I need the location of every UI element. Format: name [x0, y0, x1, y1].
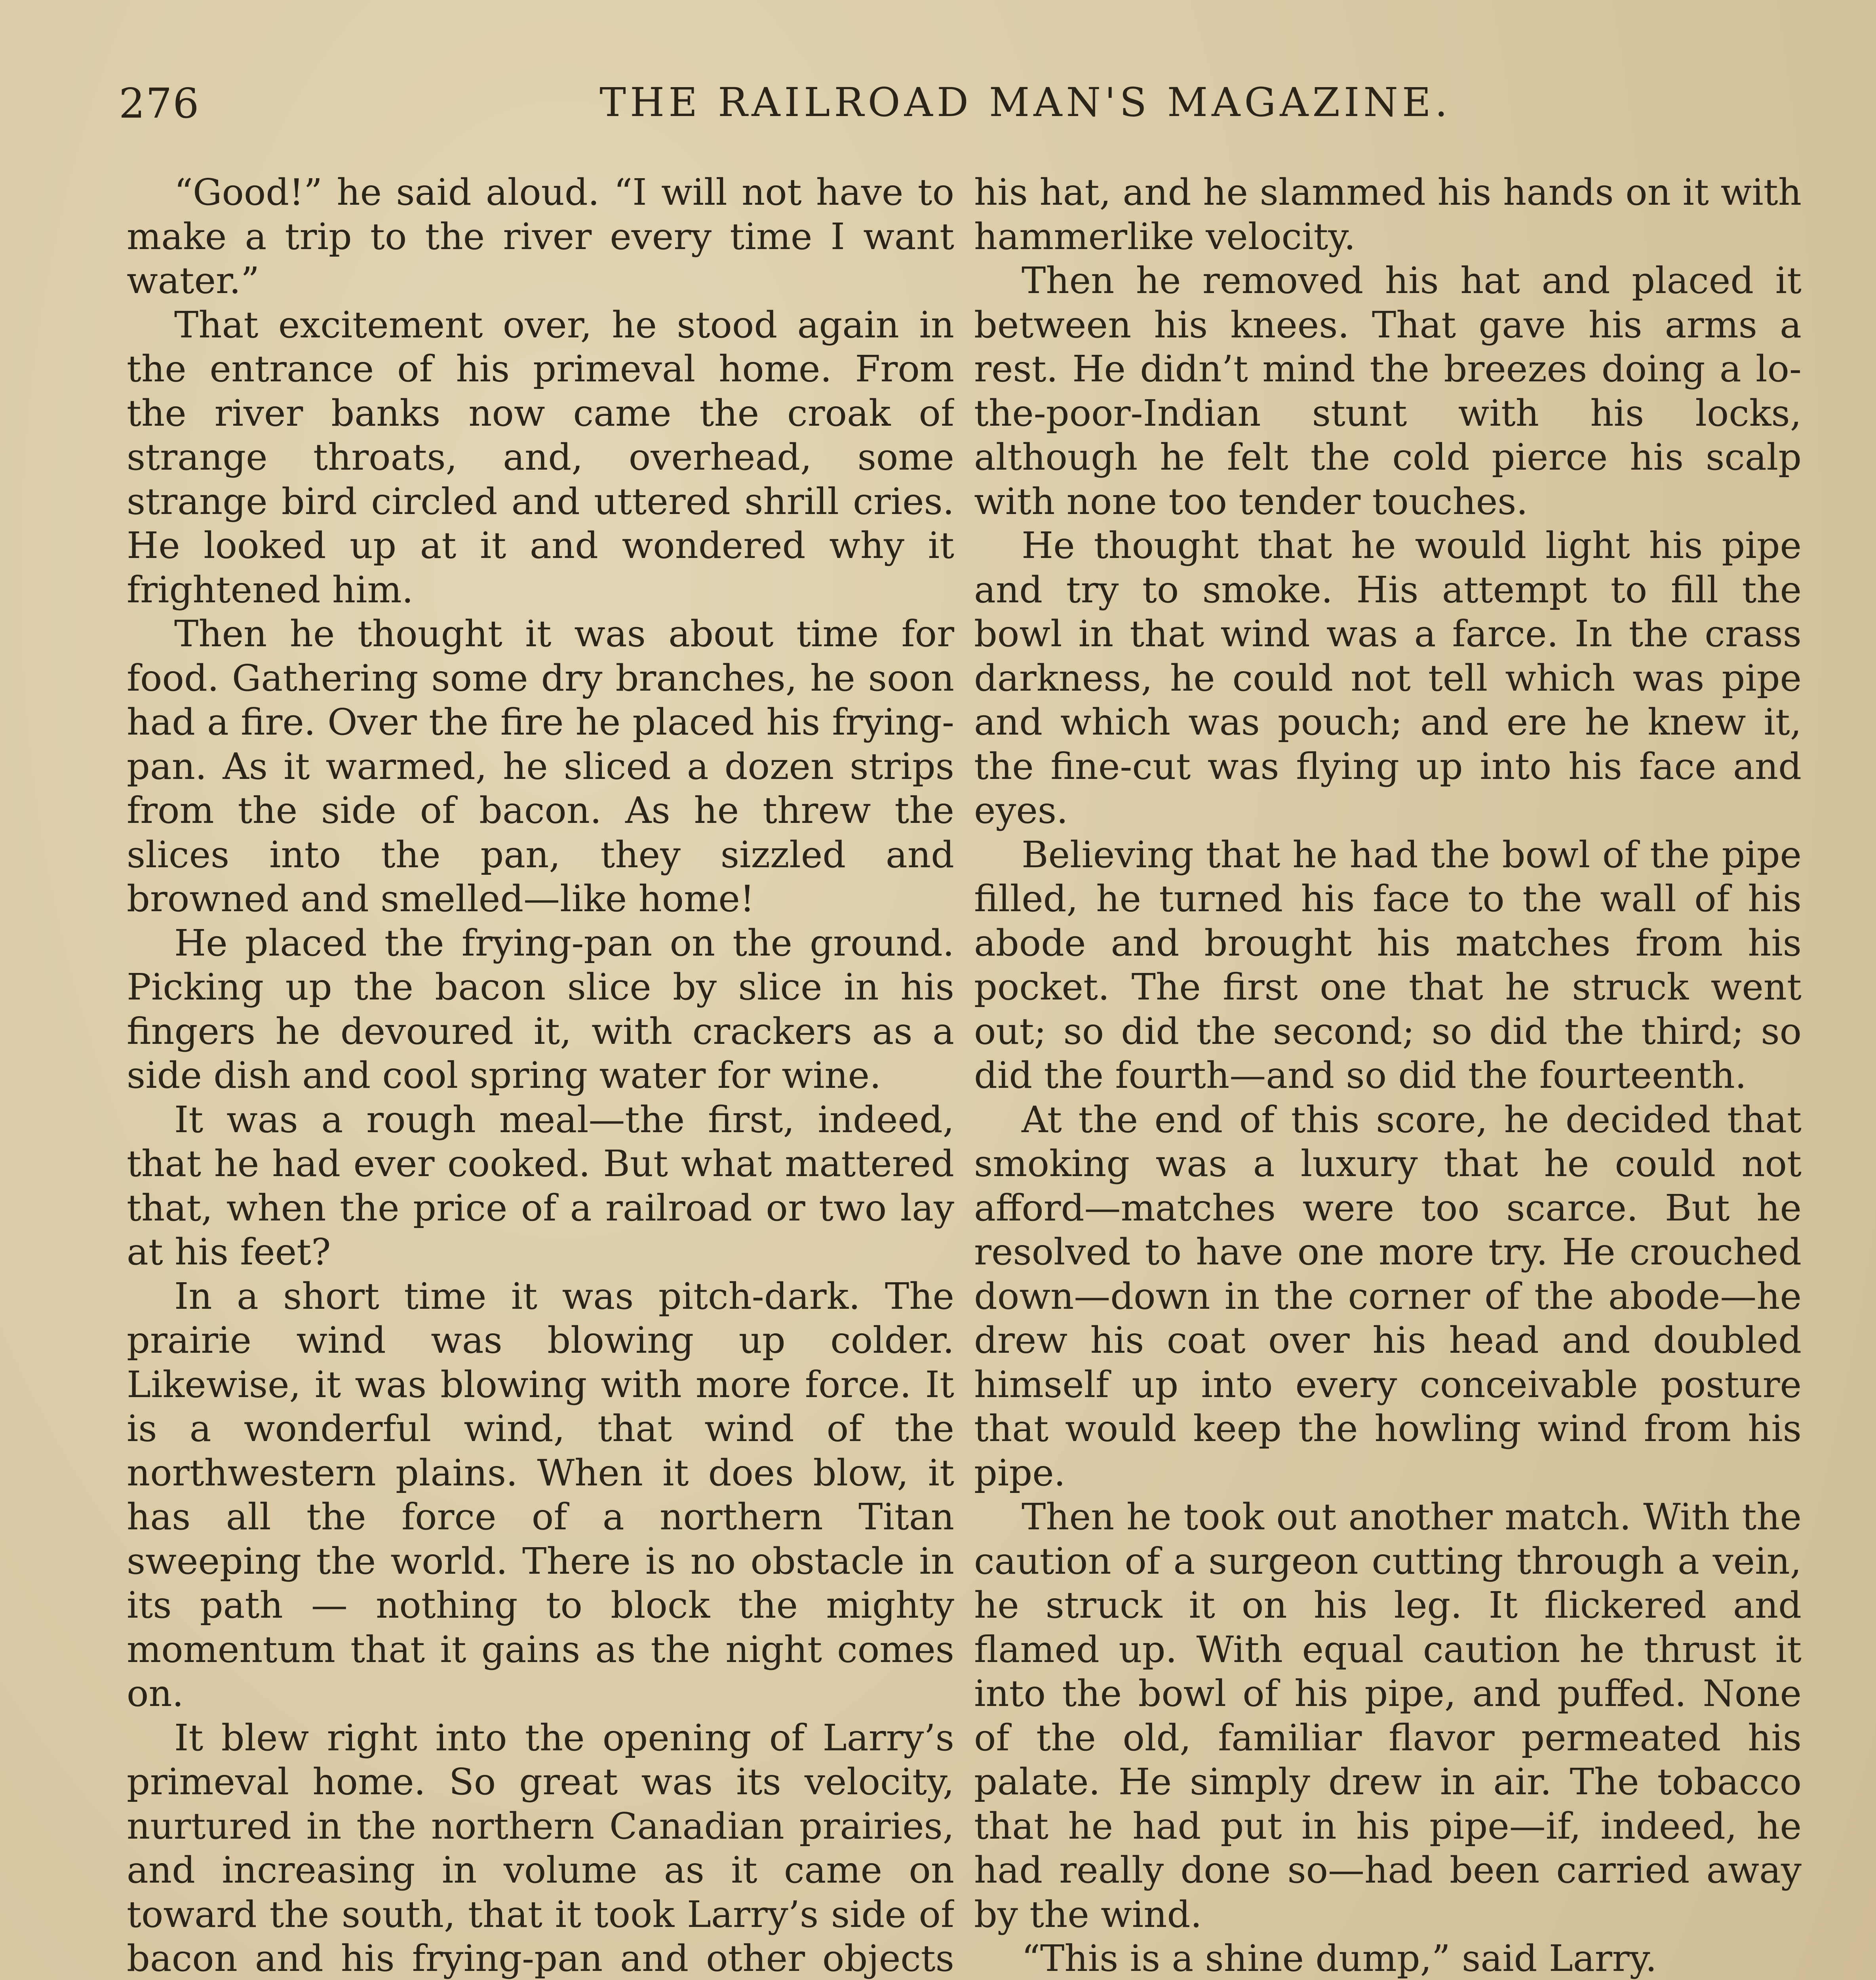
right-column: [974, 170, 1802, 1980]
paragraph: That excitement over, he stood again in the entrance of his primeval home. From the river banks now came the croak of strange throats, and, overhead, some strange bird circled and uttered shrill cries. He looked up at it and wondered why it frightened him.: [127, 303, 954, 611]
paragraph: It blew right into the opening of Larry’s primeval home. So great was its velocity, nurtured in the northern Canadian prairies, and increasing in volume as it came on toward the south, that it took Larry’s side of bacon and his frying-pan and other objects: [127, 1716, 954, 1980]
paragraph: Then he removed his hat and placed it between his knees. That gave his arms a rest. He didn’t mind the breezes doing a lo-the-poor-Indian stunt with his locks, although he felt the cold pierce his scalp with none too tender touches.: [974, 259, 1802, 523]
paragraph: Believing that he had the bowl of the pipe filled, he turned his face to the wall of his abode and brought his matches from his pocket. The first one that he struck went out; so did the second; so did the third; so did the fourth—and so did the fourteenth.: [974, 833, 1802, 1097]
running-title: THE RAILROAD MAN'S MAGAZINE.: [599, 79, 1452, 126]
paragraph: “This is a shine dump,” said Larry.: [1022, 1937, 1657, 1980]
paragraph: Then he took out another match. With the caution of a surgeon cutting through a vein, he struck it on his leg. It flickered and flamed up. With equal caution he thrust it into the bowl of his pipe, and puffed. None of the old, familiar flavor permeated his palate. He simply drew in air. The tobacco that he had put in his pipe—if, indeed, he had really done so—had been carried away by the wind.: [974, 1496, 1802, 1936]
paragraph: In a short time it was pitch-dark. The prairie wind was blowing up colder. Likewise, it was blowing with more force. It is a wonderful wind, that wind of the northwestern plains. When it does blow, it has all the force of a northern Titan sweeping the world. There is no obstacle in its path — nothing to block the mighty momentum that it gains as the night comes on.: [127, 1275, 954, 1715]
page-number: 276: [119, 79, 200, 128]
paragraph: “Good!” he said aloud. “I will not have to make a trip to the river every time I want water.”: [127, 171, 954, 302]
left-column: [127, 170, 954, 1980]
page-header: [119, 75, 1774, 135]
paragraph-continuation: his hat, and he slammed his hands on it with hammerlike velocity.: [974, 171, 1802, 258]
paragraph: He thought that he would light his pipe and try to smoke. His attempt to fill the bowl in that wind was a farce. In the crass darkness, he could not tell which was pipe and which was pouch; and ere he knew it, the fine-cut was flying up into his face and eyes.: [974, 524, 1802, 832]
paragraph: It was a rough meal—the first, indeed, that he had ever cooked. But what mattered that, when the price of a railroad or two lay at his feet?: [127, 1098, 954, 1273]
paragraph: At the end of this score, he decided that smoking was a luxury that he could not afford—matches were too scarce. But he resolved to have one more try. He crouched down—down in the corner of the abode—he drew his coat over his head and doubled himself up into every conceivable posture that would keep the howling wind from his pipe.: [974, 1098, 1802, 1494]
paragraph: Then he thought it was about time for food. Gathering some dry branches, he soon had a fire. Over the fire he placed his frying-pan. As it warmed, he sliced a dozen strips from the side of bacon. As he threw the slices into the pan, they sizzled and browned and smelled—like home!: [127, 613, 954, 920]
paragraph: He placed the frying-pan on the ground. Picking up the bacon slice by slice in his fingers he devoured it, with crackers as a side dish and cool spring water for wine.: [127, 921, 954, 1097]
